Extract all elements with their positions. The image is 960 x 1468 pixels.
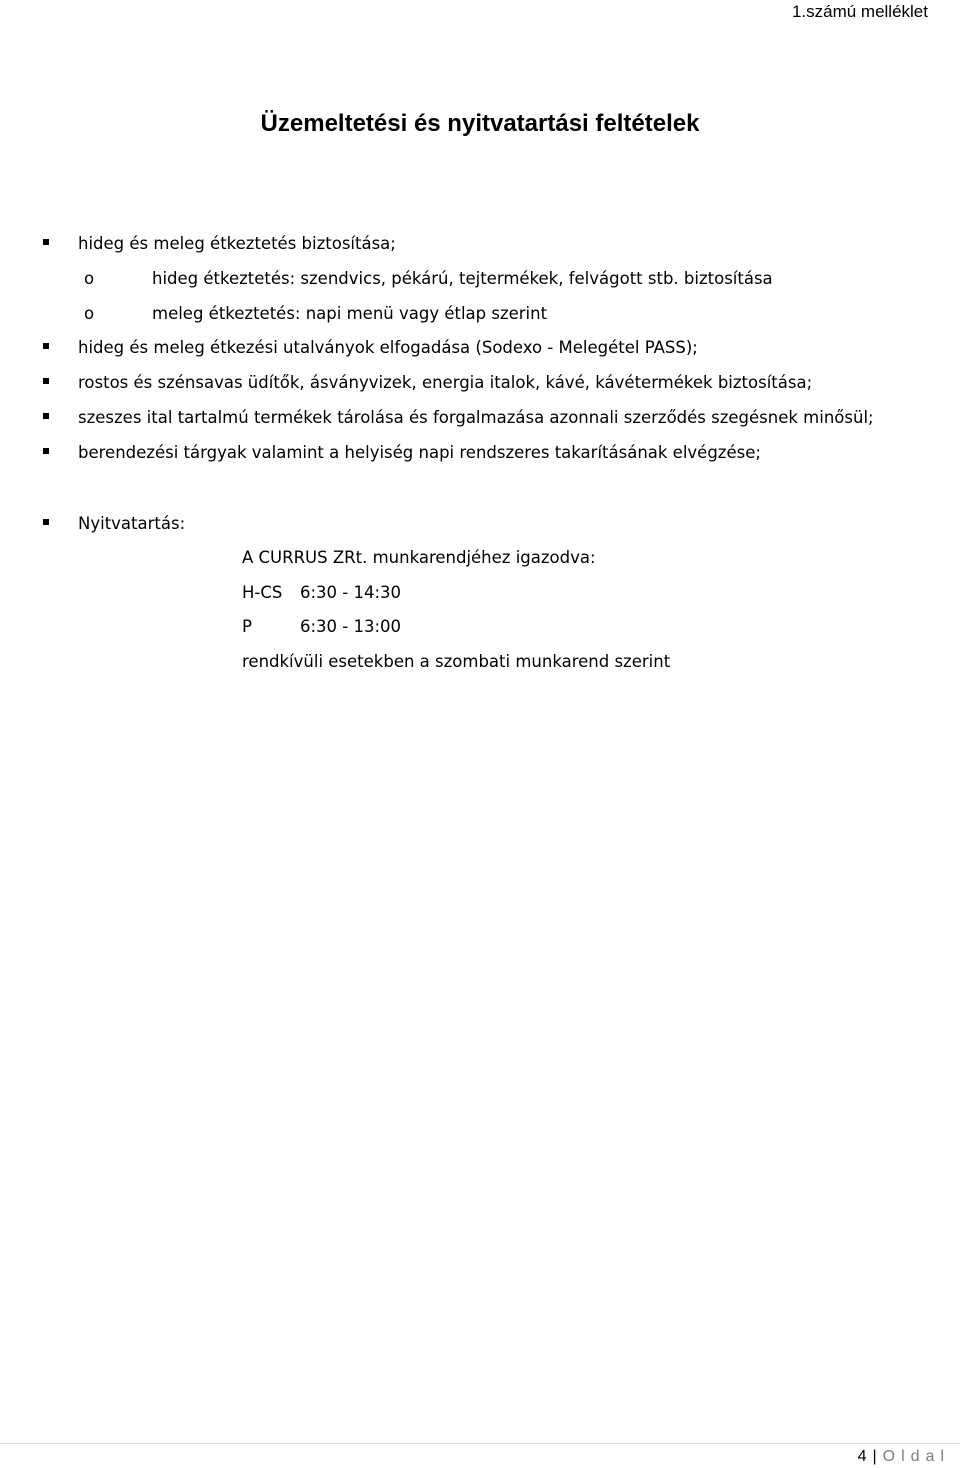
bullet-circle-icon: o	[84, 269, 95, 288]
opening-hours-label: Nyitvatartás:	[78, 514, 186, 533]
page-footer	[858, 1446, 950, 1468]
bullet-circle-icon: o	[84, 304, 95, 323]
list-item: hideg és meleg étkeztetés biztosítása;	[78, 234, 396, 253]
page-word: Oldal	[882, 1448, 950, 1465]
annex-label: 1.számú melléklet	[791, 2, 928, 21]
opening-hours-time: 6:30 - 14:30	[300, 583, 402, 602]
document-title: Üzemeltetési és nyitvatartási feltételek	[260, 110, 700, 137]
opening-hours-row	[242, 616, 401, 638]
opening-hours-row	[242, 582, 401, 604]
list-item: rostos és szénsavas üdítők, ásványvizek, energia italok, kávé, kávétermékek biztosítása;	[78, 373, 813, 392]
page-number: 4	[857, 1448, 867, 1465]
opening-hours-time: 6:30 - 13:00	[300, 617, 402, 636]
footer-divider	[0, 1443, 960, 1444]
bullet-square-icon	[43, 413, 49, 419]
bullet-square-icon	[43, 519, 49, 525]
bullet-square-icon	[43, 239, 49, 245]
list-item: berendezési tárgyak valamint a helyiség napi rendszeres takarításának elvégzése;	[78, 443, 761, 462]
footer-separator: |	[872, 1448, 877, 1465]
sub-list-item: hideg étkeztetés: szendvics, pékárú, tejtermékek, felvágott stb. biztosítása	[152, 269, 773, 288]
bullet-square-icon	[43, 448, 49, 454]
opening-hours-note: rendkívüli esetekben a szombati munkarend szerint	[242, 652, 671, 671]
bullet-square-icon	[43, 343, 49, 349]
sub-list-item: meleg étkeztetés: napi menü vagy étlap szerint	[152, 304, 548, 323]
opening-hours-intro: A CURRUS ZRt. munkarendjéhez igazodva:	[242, 548, 596, 567]
opening-hours-day: P	[242, 617, 252, 636]
list-item: hideg és meleg étkezési utalványok elfogadása (Sodexo - Melegétel PASS);	[78, 338, 698, 357]
bullet-square-icon	[43, 378, 49, 384]
list-item: szeszes ital tartalmú termékek tárolása és forgalmazása azonnali szerződés szegésnek minősül;	[78, 408, 874, 427]
opening-hours-day: H-CS	[242, 583, 283, 602]
